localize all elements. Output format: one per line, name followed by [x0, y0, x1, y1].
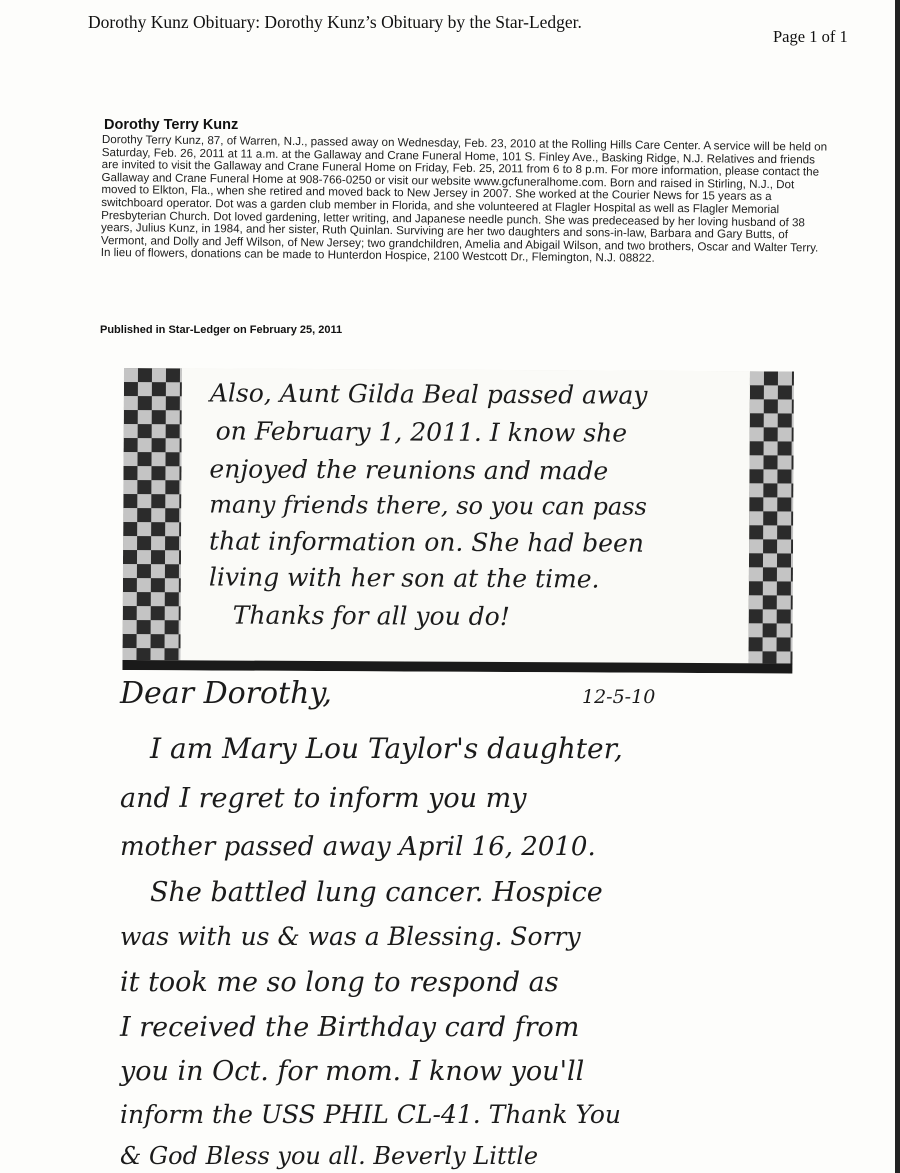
published-line: Published in Star-Ledger on February 25, 2011	[100, 324, 343, 336]
letter-greeting: Dear Dorothy,	[120, 676, 332, 711]
letter-line: and I regret to inform you my	[120, 783, 527, 814]
checkered-border-right	[748, 371, 794, 663]
note-bottom-band	[122, 660, 792, 674]
obituary-name: Dorothy Terry Kunz	[104, 117, 239, 133]
note-line: Also, Aunt Gilda Beal passed away	[209, 378, 648, 410]
handwritten-note-card	[122, 368, 794, 674]
note-line: on February 1, 2011. I know she	[215, 416, 628, 448]
obituary-text: Dorothy Terry Kunz, 87, of Warren, N.J., passed away on Wednesday, Feb. 23, 2010 at the Rolling Hills Care Center. A service will be held on Saturday, Feb. 26, 2011 at 11 a.m. at the Gallaway and Crane Funeral Home, 101 S. Finley Ave., Basking Ridge, N.J. Relatives and friends are invited to visit the Gallaway and Crane Funeral Home on Friday, Feb. 25, 2011 from 6 to 8 p.m. For more information, please contact the Gallaway and Crane Funeral Home at 908-766-0250 or visit our website www.gcfuneralhome.com. Born and raised in Stirling, N.J., Dot moved to Elkton, Fla., when she retired and moved back to New Jersey in 2007. She worked at the Courier News for 15 years as a switchboard operator. Dot was a garden club member in Florida, and she volunteered at Flagler Hospital as well as Flagler Memorial Presbyterian Church. Dot loved gardening, letter writing, and Japanese needle punch. She was predeceased by her loving husband of 38 years, Julius Kunz, in 1984, and her sister, Ruth Quinlan. Surviving are her two daughters and sons-in-law, Barbara and Gary Butts, of Vermont, and Dolly and Jeff Wilson, of New Jersey; two grandchildren, Amelia and Abigail Wilson, and two brothers, Oscar and Walter Terry. In lieu of flowers, donations can be made to Hunterdon Hospice, 2100 Westcott Dr., Flemington, N.J. 08822.	[100, 133, 828, 266]
letter-line: inform the USS PHIL CL-41. Thank You	[120, 1100, 622, 1129]
letter-date: 12-5-10	[582, 686, 656, 708]
note-line: that information on. She had been	[209, 526, 644, 558]
note-line: living with her son at the time.	[208, 562, 600, 594]
note-line: Thanks for all you do!	[232, 600, 510, 632]
note-line: enjoyed the reunions and made	[209, 454, 609, 486]
note-line: many friends there, so you can pass	[209, 490, 647, 521]
letter-line: I am Mary Lou Taylor's daughter,	[150, 732, 623, 765]
letter-line: you in Oct. for mom. I know you'll	[120, 1056, 585, 1087]
letter-line: I received the Birthday card from	[120, 1012, 580, 1043]
letter-line-signature: & God Bless you all. Beverly Little	[120, 1142, 539, 1170]
letter-line: was with us & was a Blessing. Sorry	[120, 922, 581, 951]
letter-line: mother passed away April 16, 2010.	[120, 832, 596, 862]
page-number: Page 1 of 1	[773, 27, 848, 46]
page-title: Dorothy Kunz Obituary: Dorothy Kunz’s Obituary by the Star-Ledger.	[88, 12, 582, 32]
letter-line: it took me so long to respond as	[120, 967, 559, 998]
letter-line: She battled lung cancer. Hospice	[150, 877, 603, 908]
scan-edge	[895, 0, 900, 1173]
checkered-border-left	[122, 368, 182, 660]
